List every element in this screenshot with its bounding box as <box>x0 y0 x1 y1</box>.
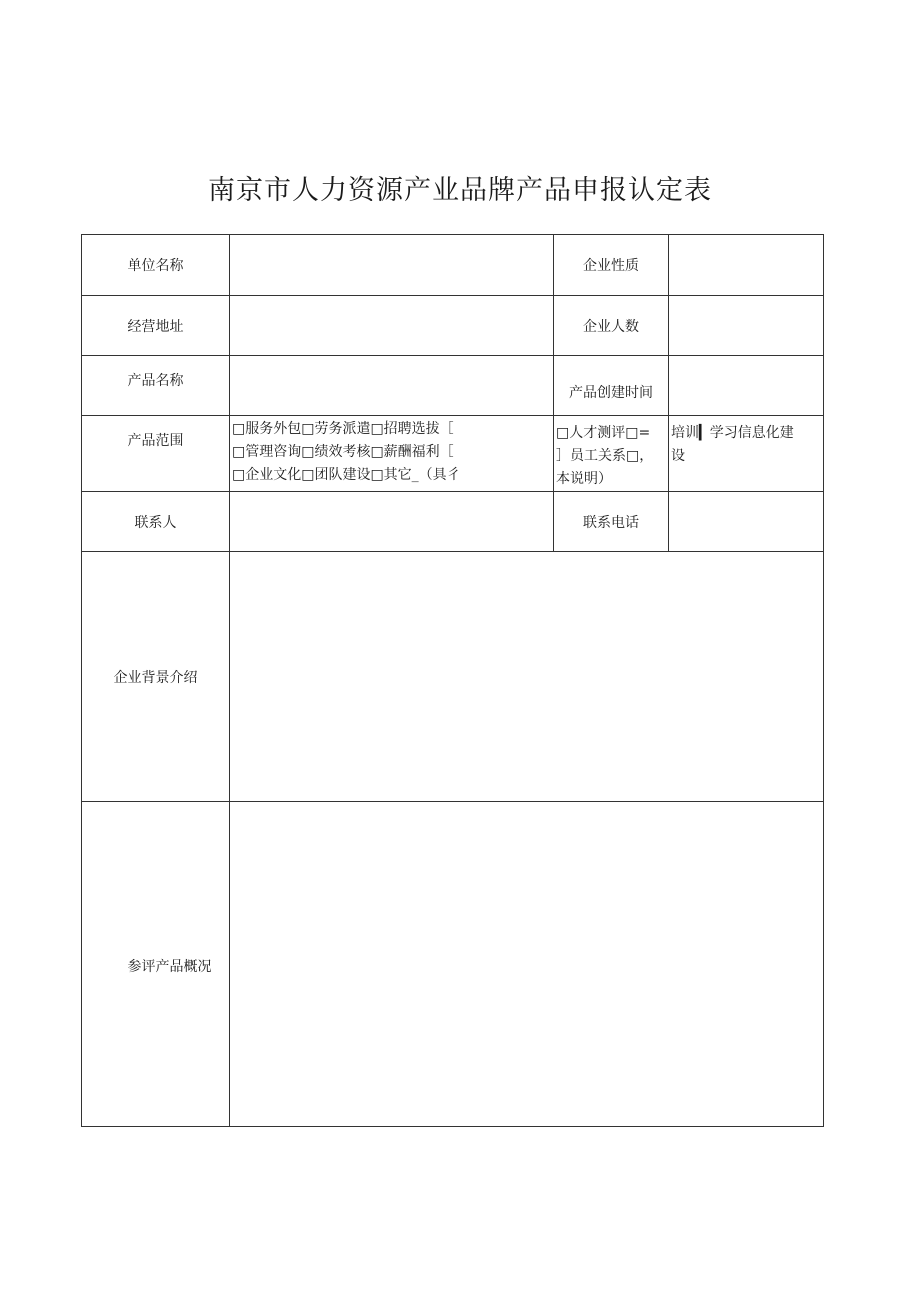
headcount-label: 企业人数 <box>554 296 669 356</box>
phone-field[interactable] <box>669 492 824 552</box>
contact-label: 联系人 <box>82 492 230 552</box>
row-address <box>82 296 824 356</box>
scope-options-col2[interactable] <box>554 416 669 492</box>
headcount-field[interactable] <box>669 296 824 356</box>
product-name-label: 产品名称 <box>82 356 230 416</box>
row-product-name <box>82 356 824 416</box>
phone-label: 联系电话 <box>554 492 669 552</box>
background-label: 企业背景介绍 <box>82 552 230 802</box>
form-title: 南京市人力资源产业品牌产品申报认定表 <box>208 175 712 206</box>
unit-name-label: 单位名称 <box>82 235 230 296</box>
scope-line-3: □企业文化□团队建设□其它_（具彳 <box>232 467 461 483</box>
scope-line-8: 设 <box>671 448 685 464</box>
product-name-field[interactable] <box>230 356 554 416</box>
row-product-scope <box>82 416 824 492</box>
scope-options-col1[interactable] <box>230 416 554 492</box>
row-background <box>82 552 824 802</box>
address-label: 经营地址 <box>82 296 230 356</box>
scope-line-1: □服务外包□劳务派遣□招聘选拔［ <box>232 421 454 437</box>
scope-line-7: 培训▎学习信息化建 <box>671 425 794 441</box>
row-product-overview <box>82 802 824 1127</box>
product-overview-field[interactable] <box>230 802 824 1127</box>
unit-name-field[interactable] <box>230 235 554 296</box>
scope-line-6: 本说明） <box>556 471 612 487</box>
product-overview-label: 参评产品概况 <box>82 802 230 1127</box>
scope-options-col3[interactable] <box>669 416 824 492</box>
background-field[interactable] <box>230 552 824 802</box>
enterprise-nature-field[interactable] <box>669 235 824 296</box>
product-scope-label: 产品范围 <box>82 416 230 492</box>
product-created-label: 产品创建时间 <box>554 356 669 416</box>
enterprise-nature-label: 企业性质 <box>554 235 669 296</box>
application-form-table <box>81 234 824 1127</box>
scope-line-4: □人才测评□= <box>556 425 651 441</box>
row-contact <box>82 492 824 552</box>
scope-line-2: □管理咨询□绩效考核□薪酬福利［ <box>232 444 454 460</box>
contact-field[interactable] <box>230 492 554 552</box>
scope-line-5: ］员工关系□， <box>556 448 654 464</box>
address-field[interactable] <box>230 296 554 356</box>
row-unit-name <box>82 235 824 296</box>
product-created-field[interactable] <box>669 356 824 416</box>
